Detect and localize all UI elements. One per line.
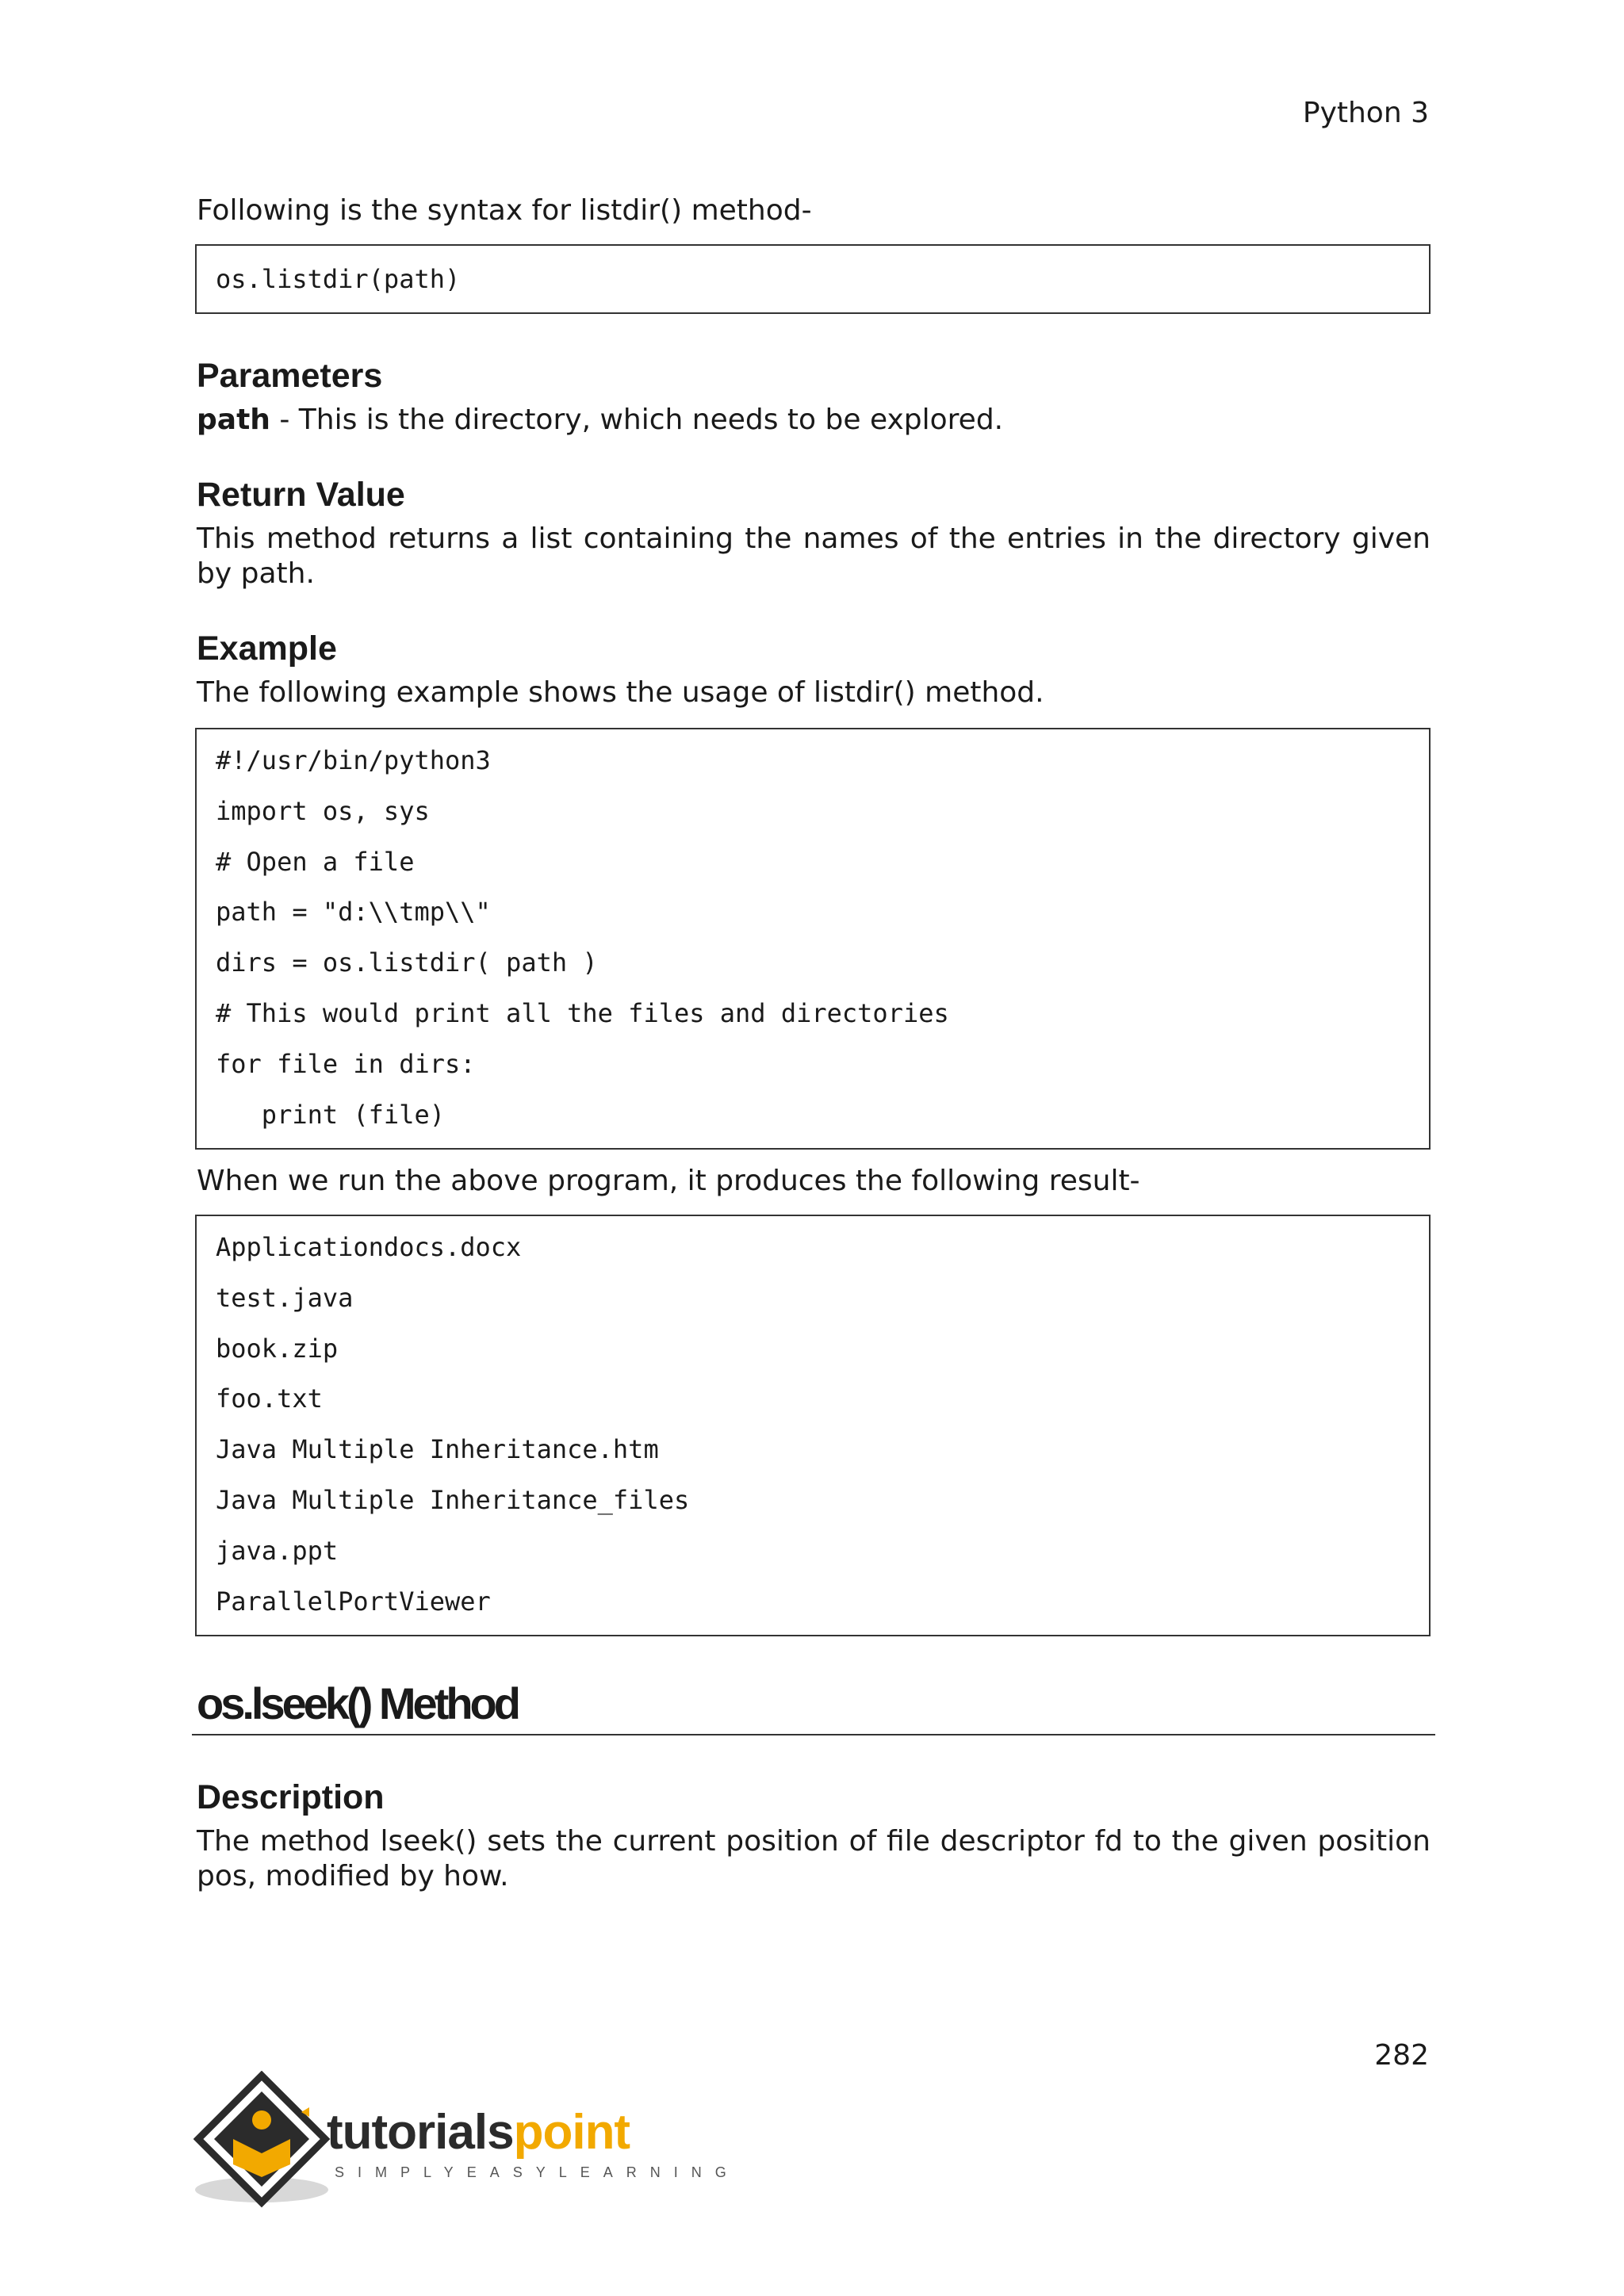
parameter-term: path	[197, 404, 270, 436]
code-line: import os, sys	[216, 795, 430, 826]
result-intro: When we run the above program, it produces the following result-	[197, 1165, 1140, 1197]
logo-wordmark: tutorialspoint	[327, 2105, 630, 2160]
logo-tagline: SIMPLYEASYLEARNING	[335, 2164, 740, 2180]
page-content	[197, 193, 1431, 1894]
code-line: # This would print all the files and directories	[216, 997, 949, 1028]
example-code-block	[195, 728, 1431, 1150]
result-output-block	[195, 1215, 1431, 1636]
output-line: Applicationdocs.docx	[216, 1232, 522, 1262]
description-text: The method lseek() sets the current position of file descriptor fd to the given position pos, modified by how.	[197, 1825, 1431, 1892]
output-line: foo.txt	[216, 1383, 323, 1414]
example-intro: The following example shows the usage of listdir() method.	[197, 676, 1044, 709]
syntax-code-block	[195, 244, 1431, 314]
output-line: java.ppt	[216, 1535, 339, 1566]
code-line: # Open a file	[216, 846, 415, 877]
output-line: Java Multiple Inheritance_files	[216, 1484, 690, 1515]
output-line: Java Multiple Inheritance.htm	[216, 1434, 659, 1465]
parameter-description: - This is the directory, which needs to be explored.	[270, 404, 1004, 436]
code-line: print (file)	[216, 1099, 445, 1130]
tutorialspoint-logo	[193, 2071, 740, 2210]
code-line: for file in dirs:	[216, 1048, 476, 1079]
parameters-text	[197, 403, 1431, 438]
output-line: test.java	[216, 1282, 354, 1313]
parameters-heading: Parameters	[197, 357, 383, 395]
description-heading: Description	[197, 1778, 385, 1816]
syntax-intro: Following is the syntax for listdir() method-	[197, 194, 812, 227]
return-value-text: This method returns a list containing the names of the entries in the directory given by path.	[197, 522, 1431, 590]
code-line: #!/usr/bin/python3	[216, 745, 491, 775]
running-title: Python 3	[1302, 97, 1429, 129]
output-line: ParallelPortViewer	[216, 1586, 491, 1617]
page-number: 282	[1374, 2039, 1429, 2072]
output-line: book.zip	[216, 1333, 339, 1364]
lseek-section-title: os.lseek() Method	[192, 1678, 1435, 1735]
code-line: path = "d:\\tmp\\"	[216, 897, 491, 928]
example-heading: Example	[197, 629, 337, 668]
code-line: dirs = os.listdir( path )	[216, 947, 598, 978]
return-value-heading: Return Value	[197, 476, 405, 514]
code-line: os.listdir(path)	[216, 264, 461, 294]
